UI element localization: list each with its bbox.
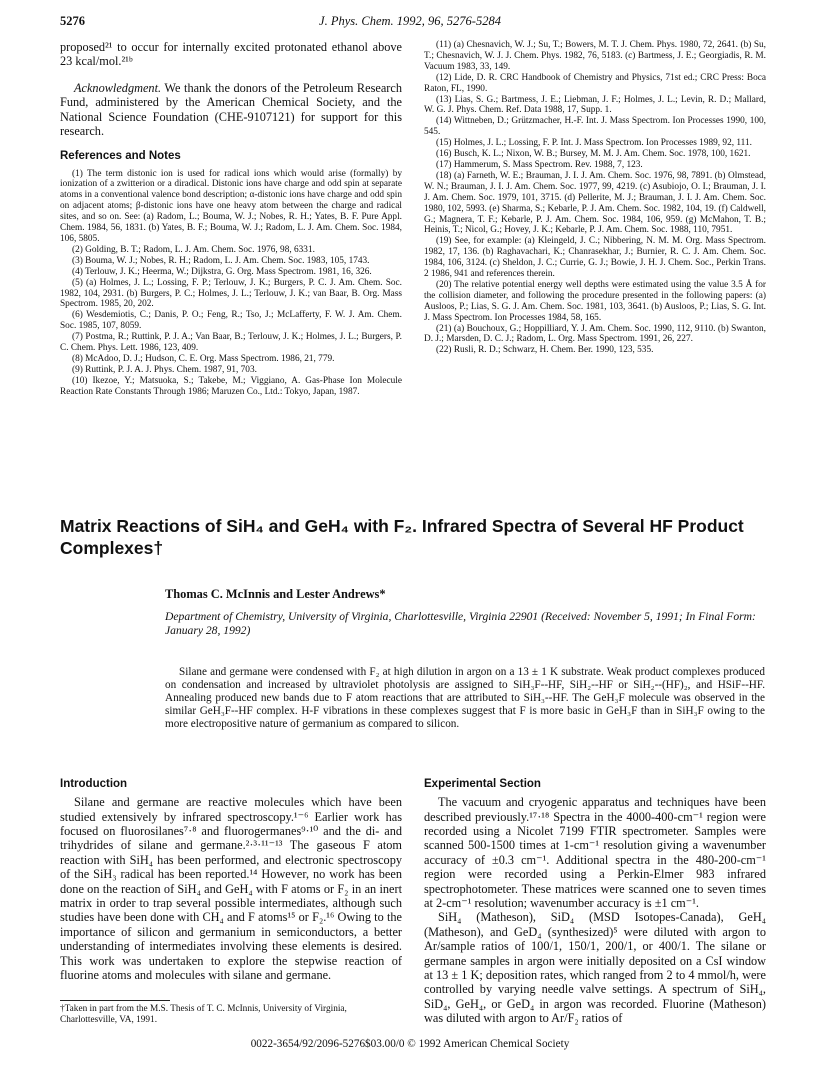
abstract (165, 666, 765, 731)
reference-item: (14) Wittneben, D.; Grützmacher, H.-F. Int. J. Mass Spectrom. Ion Processes 1990, 100, 545. (424, 116, 766, 138)
reference-item: (9) Ruttink, P. J. A. J. Phys. Chem. 1987, 91, 703. (72, 364, 257, 375)
reference-item: (11) (a) Chesnavich, W. J.; Su, T.; Bowers, M. T. J. Chem. Phys. 1980, 72, 2641. (b) Su, T.; Chesnavich, W. J. J. Chem. Phys. 1982, 76, 5183. (c) Bartmess, J. E.; Georgiadis, R. M. Vacuum 1983, 33, 149. (424, 40, 766, 72)
journal-citation: J. Phys. Chem. 1992, 96, 5276-5284 (319, 14, 501, 28)
introduction-text: Silane and germane are reactive molecules which have been studied extensively by infrared spectroscopy.¹⁻⁶ Earlier work has focused on fluorosilanes⁷·⁸ and fluorogermanes⁹·¹⁰ and the di- and trihydrides of silane and germane.²·³·¹¹⁻¹³ The gaseous F atom reaction with SiH₄ has been performed, and electronic spectroscopy of the SiH₃ radical has been reported.¹⁴ However, no work has been done on the reaction of SiH₄ and GeH₄ with F atoms or F₂ in an inert matrix in order to trap several possible intermediates, although such studies have been done with CH₄ and F atoms¹⁵ or F₂.¹⁶ Owing to the importance of silicon and germanium in semiconductors, a better understanding of intermediates involving these elements is desired. This work was undertaken to explore the stepwise reaction of fluorine atoms and molecules with silane and germane. (60, 795, 402, 982)
title-footnote: †Taken in part from the M.S. Thesis of T. C. McInnis, University of Virginia, Charlottesville, VA, 1991. (60, 1004, 347, 1025)
previous-article-left-column (60, 40, 402, 398)
experimental-paragraph-1: The vacuum and cryogenic apparatus and techniques have been described previously.¹⁷·¹⁸ Spectra in the 4000-400-cm⁻¹ region were recorded using a Nicolet 7199 FTIR spectrometer. Samples were scanned 500-1500 times at 1-cm⁻¹ resolution giving a wavenumber accuracy of ±0.3 cm⁻¹. Additional spectra in the 480-200-cm⁻¹ region were recorded using a Perkin-Elmer 983 infrared spectrophotometer. These matrices were scanned one to seven times at 2-cm⁻¹ resolution; wavenumber accuracy is ±1 cm⁻¹. (424, 795, 766, 910)
acknowledgment-label: Acknowledgment. (74, 80, 162, 95)
reference-item: (15) Holmes, J. L.; Lossing, F. P. Int. J. Mass Spectrom. Ion Processes 1989, 92, 111. (436, 138, 752, 149)
page-number: 5276 (60, 14, 85, 28)
reference-item: (16) Busch, K. L.; Nixon, W. B.; Bursey, M. M. J. Am. Chem. Soc. 1978, 100, 1621. (436, 149, 751, 160)
reference-item: (8) McAdoo, D. J.; Hudson, C. E. Org. Mass Spectrom. 1986, 21, 779. (72, 353, 335, 364)
footnote-rule (60, 1000, 170, 1001)
reference-item: (3) Bouma, W. J.; Nobes, R. H.; Radom, L. J. Am. Chem. Soc. 1983, 105, 1743. (72, 255, 370, 266)
reference-item: (12) Lide, D. R. CRC Handbook of Chemistry and Physics, 71st ed.; CRC Press: Boca Raton, FL, 1990. (424, 72, 766, 94)
introduction-section (60, 778, 402, 982)
reference-item: (20) The relative potential energy well depths were estimated using the value 3.5 Å for the collision diameter, and following the procedure presented in the following papers: (a) Ausloos, P.; Lias, S. G. J. Am. Chem. Soc. 1981, 103, 3641. (b) Ausloos, P.; Lias, S. G. Int. J. Mass Spectrom. Ion Processes 1984, 58, 165. (424, 279, 766, 323)
reference-item: (6) Wesdemiotis, C.; Danis, P. O.; Feng, R.; Tso, J.; McLafferty, F. W. J. Am. Chem. Soc. 1985, 107, 8059. (60, 310, 402, 332)
acknowledgment-paragraph (60, 81, 402, 139)
reference-item: (4) Terlouw, J. K.; Heerma, W.; Dijkstra, G. Org. Mass Spectrom. 1981, 16, 326. (72, 266, 372, 277)
article-title (60, 515, 760, 559)
experimental-section (424, 778, 766, 1026)
reference-item: (17) Hammerum, S. Mass Spectrom. Rev. 1988, 7, 123. (436, 159, 643, 170)
reference-item: (21) (a) Bouchoux, G.; Hoppilliard, Y. J. Am. Chem. Soc. 1990, 112, 9110. (b) Swanton, D. J.; Marsden, D. C. J.; Radom, L. Org. Mass Spectrom. 1991, 26, 227. (424, 323, 766, 345)
author-affiliation: Department of Chemistry, University of Virginia, Charlottesville, Virginia 22901 (Received: November 5, 1991; In Final Form: January 28, 1992) (165, 610, 756, 637)
reference-item: (2) Golding, B. T.; Radom, L. J. Am. Chem. Soc. 1976, 98, 6331. (72, 244, 315, 255)
page-footer: 0022-3654/92/2096-5276$03.00/0 © 1992 American Chemical Society (250, 1038, 570, 1050)
abstract-text: Silane and germane were condensed with F₂ at high dilution in argon on a 13 ± 1 K substrate. Weak product complexes produced on condensation and increased by ultraviolet photolysis are assigned to SiH₃F--HF, SiH₂--HF or SiH₂--(HF)₂, and HSiF--HF. Annealing produced new bands due to F atom reactions that are attributed to SiH₃--HF. The GeH₃F molecule was observed in the similar GeH₃F--HF complex. H-F vibrations in these complexes suggest that F is more basic in GeH₃F than in SiH₃F owing to the more electropositive nature of germanium as compared to silicon. (165, 666, 765, 730)
experimental-heading: Experimental Section (424, 778, 541, 790)
references-heading: References and Notes (60, 150, 181, 163)
running-header (60, 14, 760, 30)
reference-item: (7) Postma, R.; Ruttink, P. J. A.; Van Baar, B.; Terlouw, J. K.; Holmes, J. L.; Burgers, P. C. Chem. Phys. Lett. 1986, 123, 409. (60, 332, 402, 354)
acknowledgment-text: We thank the donors of the Petroleum Research Fund, administered by the American Chemical Society, and the National Science Foundation (CHE-9107121) for support for this research. (60, 80, 402, 139)
reference-item: (19) See, for example: (a) Kleingeld, J. C.; Nibbering, N. M. M. Org. Mass Spectrom. 1982, 17, 136. (b) Raghavachari, K.; Chanrasekhar, J.; Burnier, R. C. J. Am. Chem. Soc. 1984, 106, 3124. (c) Sheldon, J. C.; Currie, G. J.; Bowie, J. H. J. Chem. Soc., Perkin Trans. 2 1986, 941 and references therein. (424, 236, 766, 280)
reference-item: (18) (a) Farneth, W. E.; Brauman, J. I. J. Am. Chem. Soc. 1976, 98, 7891. (b) Olmstead, W. N.; Brauman, J. I. J. Am. Chem. Soc. 1977, 99, 4219. (c) Asubiojo, O. I.; Brauman, J. I. J. Am. Chem. Soc. 1979, 101, 3715. (d) Pellerite, M. J.; Brauman, J. I. J. Am. Chem. Soc. 1980, 102, 5993. (e) Sharma, S.; Kebarle, P. J. Am. Chem. Soc. 1982, 104, 19. (f) Caldwell, G.; Magnera, T. F.; Kebarle, P. J. Am. Chem. Soc. 1984, 106, 959. (g) McMahon, T. B.; Heinis, T.; Nicol, G.; Hovey, J. K.; Kebarle, P. J. Am. Chem. Soc. 1988, 110, 7951. (424, 170, 766, 236)
reference-item: (13) Lias, S. G.; Bartmess, J. E.; Liebman, J. F.; Holmes, J. L.; Levin, R. D.; Mallard, W. G. J. Phys. Chem. Ref. Data 1988, 17, Supp. 1. (424, 94, 766, 116)
reference-item: (1) The term distonic ion is used for radical ions which would arise (formally) by ionization of a zwitterion or a diradical. Distonic ions have charge and odd spin at separate atoms in a conventional valence bond description; α-distonic ions have charge and odd spin on adjacent atoms; β-distonic ions have one heavy atom between the charge and radical sites, and so on. See: (a) Radom, L.; Bouma, W. J.; Nobes, R. H.; Yates, B. F. Pure Appl. Chem. 1984, 56, 1831. (b) Yates, B. F.; Bouma, W. J.; Radom, L. J. Am. Chem. Soc. 1984, 106, 5805. (60, 168, 402, 244)
reference-item: (5) (a) Holmes, J. L.; Lossing, F. P.; Terlouw, J. K.; Burgers, P. C. J. Am. Chem. Soc. 1982, 104, 2931. (b) Burgers, P. C.; Holmes, J. L.; Terlouw, J. K.; van Baar, B. Org. Mass Spectrom. 1985, 20, 202. (60, 277, 402, 310)
experimental-paragraph-2: SiH₄ (Matheson), SiD₄ (MSD Isotopes-Canada), GeH₄ (Matheson), and GeD₄ (synthesized)⁵ were diluted with argon to Ar/sample ratios of 100/1, 150/1, 200/1, or 400/1. The silane or germane samples in argon were initially deposited on a CsI window at 13 ± 1 K; deposition rates, which ranged from 2 to 4 mmol/h, were controlled by varying needle valve settings. A spectrum of SiH₄, SiD₄, GeH₄, or GeD₄ in argon was recorded. Fluorine (Matheson) was diluted with argon to Ar/F₂ ratios of (424, 910, 766, 1026)
reference-item: (22) Rusli, R. D.; Schwarz, H. Chem. Ber. 1990, 123, 535. (436, 345, 654, 356)
references-list-left (60, 169, 402, 398)
carry-over-text: proposed²¹ to occur for internally excited protonated ethanol above 23 kcal/mol.²¹ᵇ (60, 40, 402, 69)
introduction-heading: Introduction (60, 778, 128, 790)
references-list-right (424, 40, 766, 356)
article-title-text: Matrix Reactions of SiH₄ and GeH₄ with F₂. Infrared Spectra of Several HF Product Complexes† (60, 516, 744, 558)
article-authors: Thomas C. McInnis and Lester Andrews* (165, 587, 386, 601)
reference-item: (10) Ikezoe, Y.; Matsuoka, S.; Takebe, M.; Viggiano, A. Gas-Phase Ion Molecule Reaction Rate Constants Through 1986; Maruzen Co., Ltd.: Tokyo, Japan, 1987. (60, 375, 402, 397)
